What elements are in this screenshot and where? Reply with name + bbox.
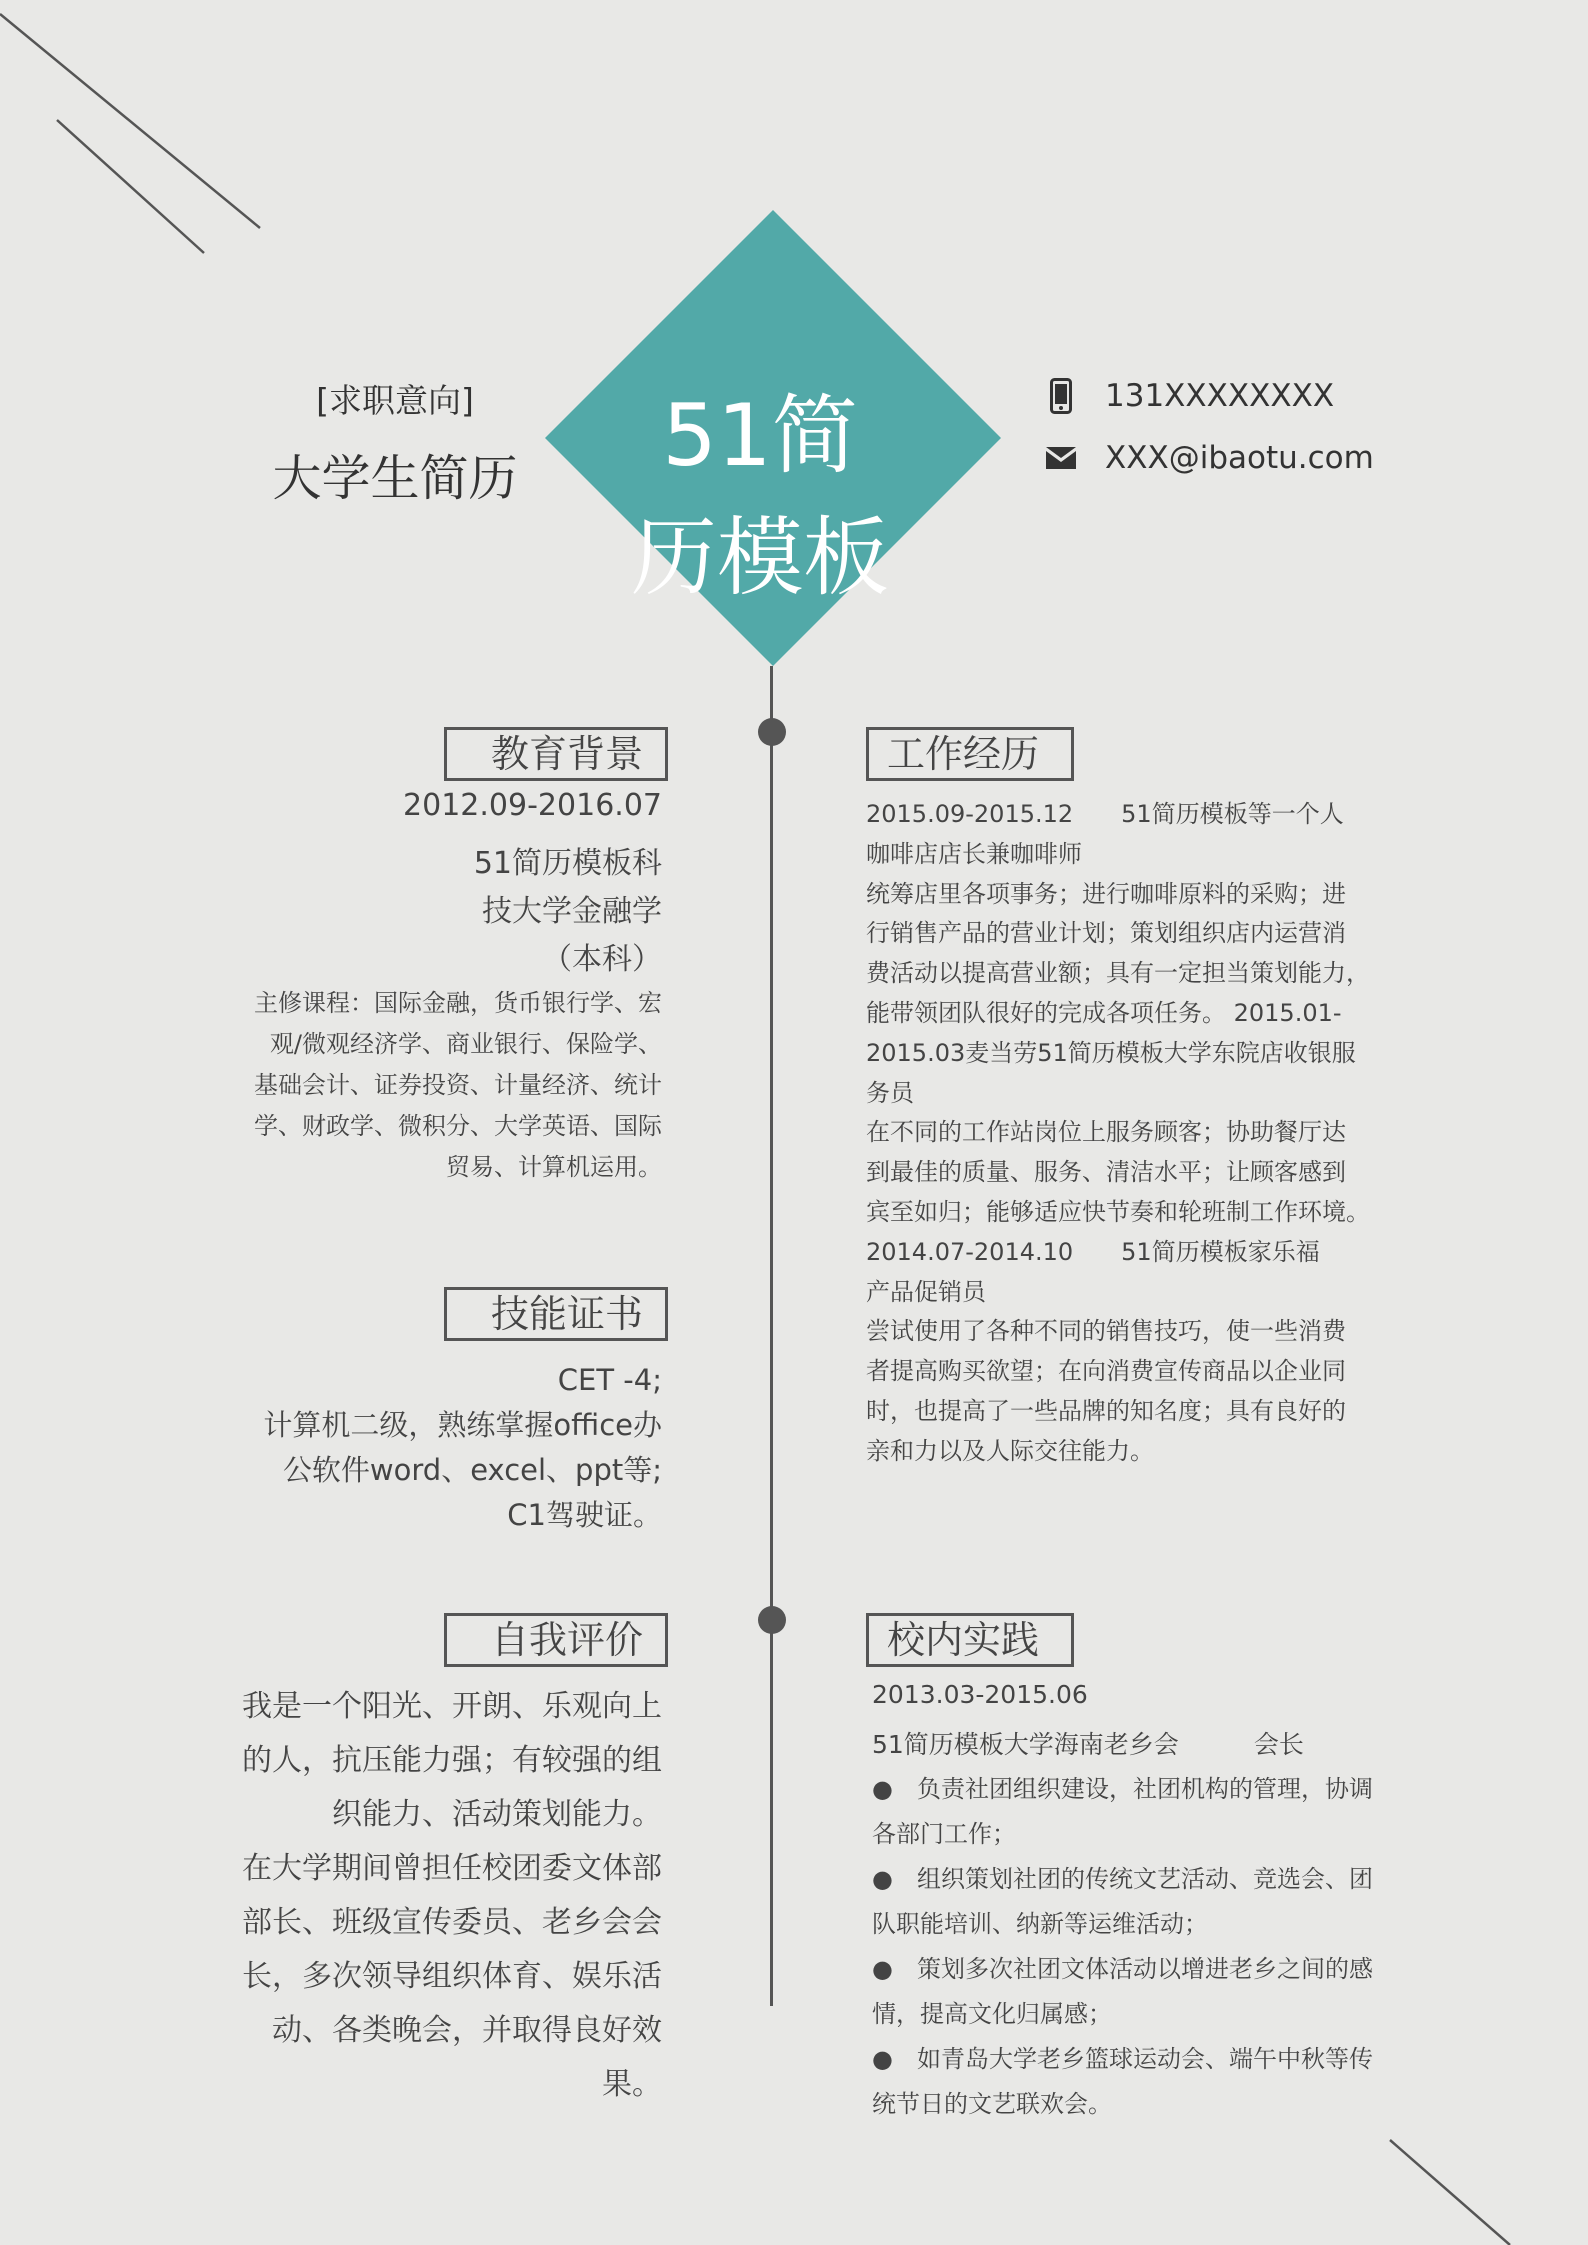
email-address: XXX@ibaotu.com (1105, 440, 1374, 476)
work-line: 2014.07-2014.10 51简历模板家乐福 (866, 1237, 1320, 1266)
campus-line: ● 如青岛大学老乡篮球运动会、端午中秋等传 (872, 2045, 1373, 2073)
campus-line: ● 策划多次社团文体活动以增进老乡之间的感 (872, 1955, 1373, 1983)
education-title: 教育背景 (444, 727, 668, 781)
work-title: 工作经历 (866, 727, 1074, 781)
work-line: 到最佳的质量、服务、清洁水平；让顾客感到 (866, 1158, 1346, 1187)
school-line: 技大学金融学 (482, 894, 662, 929)
work-line: 时，也提高了一些品牌的知名度；具有良好的 (866, 1396, 1346, 1425)
work-line: 务员 (866, 1078, 914, 1107)
self-eval-line: 在大学期间曾担任校团委文体部 (242, 1851, 662, 1886)
work-line: 2015.03麦当劳51简历模板大学东院店收银服 (866, 1038, 1356, 1067)
self-eval-line: 长，多次领导组织体育、娱乐活 (242, 1959, 662, 1994)
skills-line: C1驾驶证。 (507, 1498, 662, 1532)
envelope-icon (1045, 446, 1077, 470)
campus-line: 情，提高文化归属感； (872, 2000, 1112, 2028)
logo-text (610, 375, 910, 619)
job-intent-label: [求职意向] (316, 381, 474, 420)
work-line: 产品促销员 (866, 1277, 986, 1306)
work-line: 亲和力以及人际交往能力。 (866, 1436, 1154, 1465)
work-line: 统筹店里各项事务；进行咖啡原料的采购；进 (866, 879, 1346, 908)
work-line: 在不同的工作站岗位上服务顾客；协助餐厅达 (866, 1118, 1346, 1147)
campus-line: 各部门工作； (872, 1820, 1016, 1848)
courses-line: 学、财政学、微积分、大学英语、国际 (254, 1112, 662, 1140)
skills-line: 计算机二级，熟练掌握office办 (263, 1408, 662, 1442)
mobile-phone-icon (1045, 378, 1077, 414)
self-eval-content (200, 1680, 662, 2112)
skills-line: CET -4; (557, 1363, 662, 1397)
education-school (360, 840, 662, 984)
education-courses (200, 983, 662, 1188)
work-line: 2015.09-2015.12 51简历模板等一个人 (866, 800, 1344, 828)
self-eval-line: 动、各类晚会，并取得良好效 (272, 2013, 662, 2048)
timeline-dot-bottom (758, 1606, 786, 1634)
resume-title: 大学生简历 (272, 450, 518, 507)
work-line: 能带领团队很好的完成各项任务。 2015.01- (866, 998, 1342, 1027)
work-line: 行销售产品的营业计划；策划组织店内运营消 (866, 919, 1346, 948)
education-period: 2012.09-2016.07 (403, 788, 662, 823)
corner-line-top-2 (57, 120, 204, 253)
self-eval-line: 的人，抗压能力强；有较强的组 (242, 1743, 662, 1778)
timeline-dot-top (758, 718, 786, 746)
contact-email (1045, 440, 1374, 476)
courses-line: 基础会计、证券投资、计量经济、统计 (254, 1071, 662, 1099)
work-line: 咖啡店店长兼咖啡师 (866, 839, 1082, 868)
work-content (866, 795, 1386, 1472)
work-line: 者提高购买欲望；在向消费宣传商品以企业同 (866, 1357, 1346, 1386)
courses-line: 贸易、计算机运用。 (446, 1153, 662, 1181)
phone-number: 131XXXXXXXX (1105, 378, 1335, 414)
campus-line: 队职能培训、纳新等运维活动； (872, 1910, 1208, 1938)
campus-line: 统节日的文艺联欢会。 (872, 2090, 1112, 2118)
logo-line-1: 51简 (662, 386, 858, 486)
self-eval-line: 果。 (602, 2067, 662, 2102)
campus-title: 校内实践 (866, 1613, 1074, 1667)
self-eval-line: 织能力、活动策划能力。 (332, 1797, 662, 1832)
timeline-line (770, 666, 773, 2006)
work-line: 尝试使用了各种不同的销售技巧，使一些消费 (866, 1317, 1346, 1346)
campus-line: ● 负责社团组织建设，社团机构的管理，协调 (872, 1775, 1373, 1803)
campus-line: ● 组织策划社团的传统文艺活动、竞选会、团 (872, 1865, 1373, 1893)
school-line: （本科） (542, 942, 662, 977)
skills-line: 公软件word、excel、ppt等; (282, 1453, 662, 1487)
work-line: 宾至如归；能够适应快节奏和轮班制工作环境。 (866, 1197, 1370, 1226)
corner-line-bottom (1390, 2140, 1510, 2245)
self-eval-line: 我是一个阳光、开朗、乐观向上 (242, 1689, 662, 1724)
skills-content (200, 1358, 662, 1538)
work-line: 费活动以提高营业额；具有一定担当策划能力， (866, 959, 1370, 988)
courses-line: 主修课程：国际金融，货币银行学、宏 (254, 989, 662, 1017)
skills-title: 技能证书 (444, 1287, 668, 1341)
campus-org-role: 51简历模板大学海南老乡会 会长 (872, 1730, 1304, 1759)
school-line: 51简历模板科 (473, 846, 662, 881)
contact-phone (1045, 378, 1334, 414)
self-eval-line: 部长、班级宣传委员、老乡会会 (242, 1905, 662, 1940)
corner-line-top-1 (0, 14, 260, 228)
self-eval-title: 自我评价 (444, 1613, 668, 1667)
courses-line: 观/微观经济学、商业银行、保险学、 (269, 1030, 662, 1058)
logo-line-2: 历模板 (631, 508, 889, 608)
campus-content (872, 1767, 1387, 2127)
campus-period: 2013.03-2015.06 (872, 1680, 1088, 1709)
